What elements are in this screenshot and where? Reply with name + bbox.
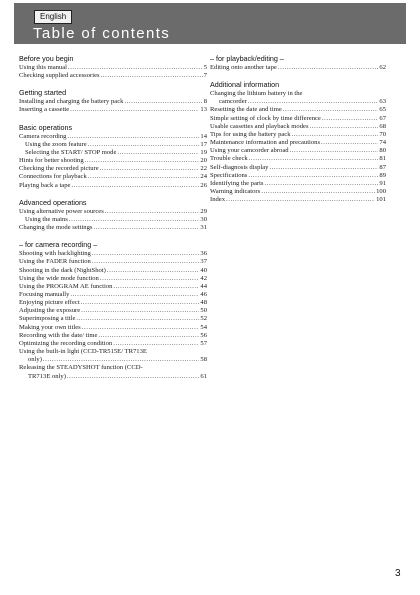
dot-leader — [269, 164, 378, 172]
toc-section — [19, 123, 207, 190]
entry-page-number: 48 — [200, 299, 207, 307]
toc-entry[interactable] — [19, 307, 207, 315]
toc-entry[interactable] — [19, 106, 207, 114]
toc-entry[interactable] — [210, 123, 386, 131]
entry-title-continued: only) — [28, 356, 42, 364]
entry-page-number: 13 — [200, 106, 207, 114]
entry-line — [19, 373, 207, 381]
dot-leader — [249, 155, 379, 163]
entry-title: Using the wide mode function — [19, 274, 99, 282]
dot-leader — [71, 182, 199, 190]
dot-leader — [92, 258, 200, 266]
toc-section — [19, 198, 207, 232]
dot-leader — [85, 157, 200, 165]
toc-left-column — [19, 54, 207, 389]
dot-leader — [322, 115, 379, 123]
dot-leader — [93, 224, 199, 232]
toc-entry[interactable] — [19, 275, 207, 283]
entry-title: Checking supplied accessories — [19, 72, 100, 80]
toc-entry[interactable] — [210, 147, 386, 155]
toc-entry[interactable] — [19, 291, 207, 299]
toc-entry[interactable] — [210, 196, 386, 204]
entry-title: Shooting with backlighting — [19, 250, 91, 258]
entry-page-number: 19 — [200, 148, 207, 156]
entry-page-number: 87 — [379, 163, 386, 171]
toc-entry[interactable] — [19, 258, 207, 266]
section-heading: Basic operations — [19, 122, 73, 132]
entry-page-number: 14 — [200, 132, 207, 140]
dot-leader — [100, 165, 200, 173]
entry-title: Hints for better shooting — [19, 157, 84, 165]
entry-page-number: 46 — [200, 290, 207, 298]
toc-section — [210, 54, 386, 72]
toc-entry[interactable] — [210, 155, 386, 163]
dot-leader — [261, 188, 375, 196]
entry-page-number: 7 — [203, 72, 207, 80]
dot-leader — [113, 340, 199, 348]
toc-entry[interactable] — [19, 224, 207, 232]
entry-page-number: 81 — [379, 155, 386, 163]
page-number: 3 — [395, 568, 401, 579]
dot-leader — [107, 267, 200, 275]
toc-entry[interactable] — [210, 131, 386, 139]
section-heading: Getting started — [19, 88, 67, 98]
section-heading: Advanced operations — [19, 197, 87, 207]
dot-leader — [88, 173, 200, 181]
entry-page-number: 29 — [200, 207, 207, 215]
entry-page-number: 100 — [376, 188, 386, 196]
entry-title: Changing the lithium battery in the — [210, 90, 303, 98]
entry-title-continued: TR713E only) — [28, 372, 66, 380]
dot-leader — [124, 98, 202, 106]
entry-title: Connections for playback — [19, 173, 87, 181]
dot-leader — [92, 250, 200, 258]
entry-title: Using the mains — [25, 215, 68, 223]
toc-entry[interactable] — [19, 182, 207, 190]
toc-entry[interactable] — [19, 208, 207, 216]
toc-section — [210, 80, 386, 204]
dot-leader — [117, 149, 199, 157]
title-banner — [14, 3, 406, 44]
toc-entry[interactable] — [19, 340, 207, 348]
entry-title: Focusing manually — [19, 290, 70, 298]
toc-entry[interactable] — [210, 115, 386, 123]
toc-entry[interactable] — [19, 348, 207, 364]
section-heading: Additional information — [210, 80, 280, 90]
toc-entry[interactable] — [19, 332, 207, 340]
entry-title: Superimposing a title — [19, 315, 76, 323]
entry-page-number: 89 — [379, 171, 386, 179]
toc-entry[interactable] — [210, 90, 386, 106]
dot-leader — [81, 299, 200, 307]
toc-entry[interactable] — [210, 180, 386, 188]
entry-title: Selecting the START/ STOP mode — [25, 148, 117, 156]
entry-page-number: 65 — [379, 106, 386, 114]
toc-section — [19, 88, 207, 114]
entry-page-number: 36 — [200, 250, 207, 258]
entry-title: Specifications — [210, 171, 248, 179]
toc-entry[interactable] — [19, 165, 207, 173]
entry-title: Optimizing the recording condition — [19, 339, 113, 347]
entry-title: Tips for using the battery pack — [210, 130, 291, 138]
toc-right-column — [210, 54, 386, 212]
dot-leader — [264, 180, 378, 188]
dot-leader — [278, 64, 379, 72]
language-badge: English — [34, 10, 72, 24]
entry-title: Checking the recorded picture — [19, 165, 99, 173]
entry-title: Editing onto another tape — [210, 64, 277, 71]
page-title: Table of contents — [33, 25, 171, 42]
dot-leader — [292, 131, 379, 139]
dot-leader — [67, 133, 199, 141]
entry-page-number: 54 — [200, 323, 207, 331]
entry-title: Camera recording — [19, 132, 67, 140]
dot-leader — [76, 315, 199, 323]
section-heading: – for camera recording – — [19, 240, 98, 250]
entry-line — [19, 356, 207, 364]
dot-leader — [321, 139, 378, 147]
entry-title: Index — [210, 196, 226, 204]
entry-title: Simple setting of clock by time difference — [210, 114, 321, 122]
entry-page-number: 56 — [200, 331, 207, 339]
toc-entry[interactable] — [19, 173, 207, 181]
dot-leader — [82, 324, 200, 332]
dot-leader — [290, 147, 379, 155]
toc-section — [19, 240, 207, 381]
entry-page-number: 70 — [379, 130, 386, 138]
entry-title-continued: camcorder — [219, 98, 247, 106]
entry-line — [210, 98, 386, 106]
toc-entry[interactable] — [19, 267, 207, 275]
entry-page-number: 42 — [200, 274, 207, 282]
dot-leader — [248, 172, 378, 180]
entry-title: Installing and charging the battery pack — [19, 98, 124, 106]
dot-leader — [88, 141, 200, 149]
dot-leader — [69, 216, 200, 224]
entry-page-number: 63 — [379, 98, 386, 106]
entry-page-number: 44 — [200, 282, 207, 290]
dot-leader — [101, 72, 203, 80]
entry-page-number: 24 — [200, 173, 207, 181]
entry-title: Inserting a cassette — [19, 106, 70, 114]
toc-entry[interactable] — [19, 149, 207, 157]
toc-entry[interactable] — [210, 64, 386, 72]
dot-leader — [226, 196, 375, 204]
entry-page-number: 37 — [200, 258, 207, 266]
toc-entry[interactable] — [19, 64, 207, 72]
dot-leader — [81, 307, 199, 315]
toc-entry[interactable] — [19, 157, 207, 165]
toc-entry[interactable] — [19, 216, 207, 224]
entry-page-number: 67 — [379, 114, 386, 122]
entry-page-number: 26 — [200, 181, 207, 189]
toc-entry[interactable] — [19, 315, 207, 323]
entry-page-number: 22 — [200, 165, 207, 173]
entry-title: Shooting in the dark (NightShot) — [19, 266, 106, 274]
entry-title: Using the zoom feature — [25, 140, 87, 148]
entry-title: Using your camcorder abroad — [210, 147, 289, 155]
toc-section — [19, 54, 207, 80]
entry-page-number: 68 — [379, 122, 386, 130]
entry-page-number: 20 — [200, 157, 207, 165]
entry-title: Enjoying picture effect — [19, 299, 80, 307]
entry-page-number: 50 — [200, 307, 207, 315]
dot-leader — [248, 98, 379, 106]
entry-title: Playing back a tape — [19, 181, 71, 189]
entry-title: Releasing the STEADYSHOT function (CCD- — [19, 364, 143, 372]
entry-page-number: 30 — [200, 215, 207, 223]
toc-entry[interactable] — [210, 139, 386, 147]
dot-leader — [70, 291, 199, 299]
toc-entry[interactable] — [210, 106, 386, 114]
entry-title: Self-diagnosis display — [210, 163, 269, 171]
entry-page-number: 91 — [379, 179, 386, 187]
toc-entry[interactable] — [19, 250, 207, 258]
entry-page-number: 31 — [200, 224, 207, 232]
entry-title: Usable cassettes and playback modes — [210, 122, 309, 130]
toc-entry[interactable] — [19, 141, 207, 149]
entry-page-number: 40 — [200, 266, 207, 274]
dot-leader — [100, 275, 200, 283]
entry-page-number: 8 — [203, 98, 207, 106]
entry-title: Using the built-in light (CCD-TR515E/ TR713E — [19, 348, 147, 356]
entry-title: Warning indicators — [210, 188, 261, 196]
toc-entry[interactable] — [19, 324, 207, 332]
entry-page-number: 5 — [203, 64, 207, 71]
entry-title: Using the FADER function — [19, 258, 91, 266]
entry-title: Recording with the date/ time — [19, 331, 98, 339]
entry-title: Using this manual — [19, 64, 67, 71]
dot-leader — [283, 106, 379, 114]
dot-leader — [98, 332, 199, 340]
toc-entry[interactable] — [210, 188, 386, 196]
entry-title: Using the PROGRAM AE function — [19, 282, 113, 290]
entry-page-number: 74 — [379, 139, 386, 147]
dot-leader — [68, 64, 203, 72]
dot-leader — [43, 356, 199, 364]
entry-page-number: 80 — [379, 147, 386, 155]
entry-title: Adjusting the exposure — [19, 307, 81, 315]
toc-entry[interactable] — [19, 72, 207, 80]
toc-entry[interactable] — [19, 299, 207, 307]
toc-entry[interactable] — [19, 283, 207, 291]
entry-page-number: 17 — [200, 140, 207, 148]
entry-title: Maintenance information and precautions — [210, 139, 321, 147]
dot-leader — [67, 373, 199, 381]
entry-page-number: 52 — [200, 315, 207, 323]
dot-leader — [310, 123, 379, 131]
toc-entry[interactable] — [19, 364, 207, 380]
toc-entry[interactable] — [19, 133, 207, 141]
entry-page-number: 61 — [200, 372, 207, 380]
section-heading: Before you begin — [19, 54, 74, 63]
entry-title: Using alternative power sources — [19, 207, 104, 215]
dot-leader — [113, 283, 199, 291]
entry-title: Resetting the date and time — [210, 106, 282, 114]
entry-page-number: 62 — [379, 64, 386, 71]
toc-entry[interactable] — [210, 172, 386, 180]
entry-page-number: 101 — [376, 196, 386, 204]
dot-leader — [105, 208, 200, 216]
section-heading: – for playback/editing – — [210, 54, 284, 63]
entry-title: Changing the mode settings — [19, 224, 93, 232]
toc-entry[interactable] — [19, 98, 207, 106]
entry-title: Making your own titles — [19, 323, 81, 331]
entry-title: Identifying the parts — [210, 179, 264, 187]
entry-page-number: 57 — [200, 339, 207, 347]
entry-page-number: 58 — [200, 356, 207, 364]
entry-title: Trouble check — [210, 155, 248, 163]
dot-leader — [70, 106, 199, 114]
toc-entry[interactable] — [210, 164, 386, 172]
